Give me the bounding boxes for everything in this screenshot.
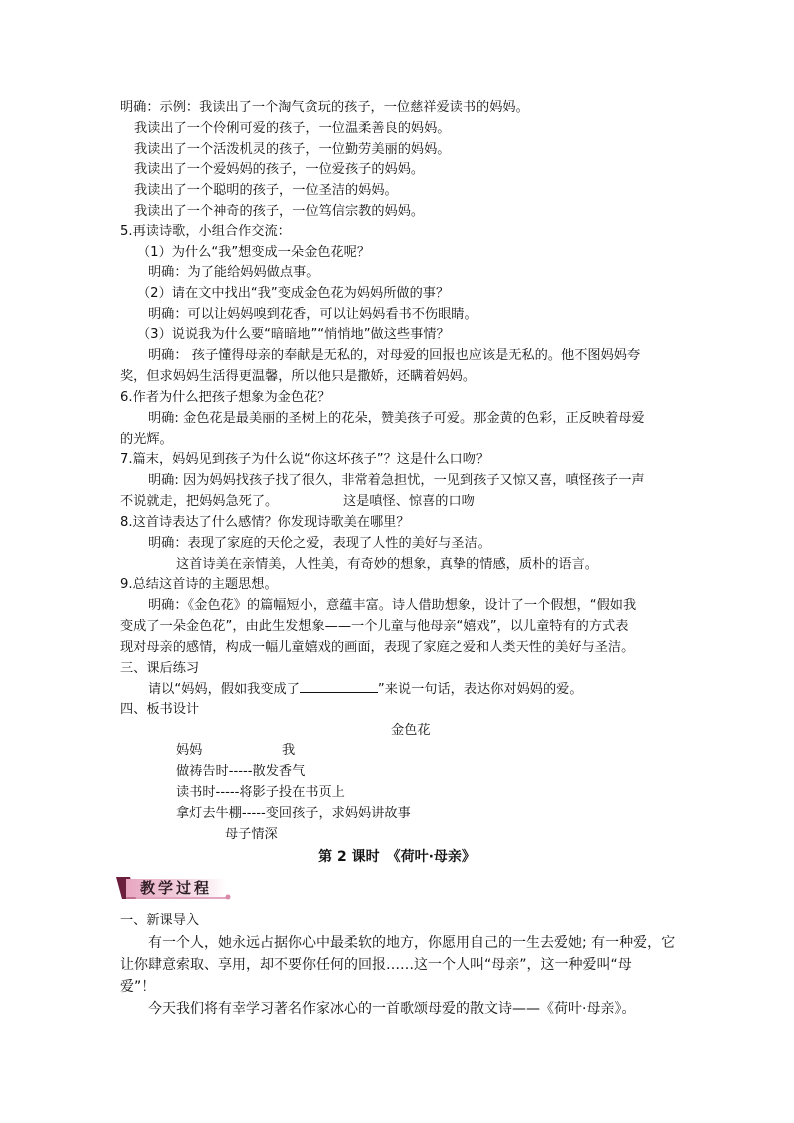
answer-line: 明确：示例：我读出了一个淘气贪玩的孩子，一位慈祥爱读书的妈妈。 bbox=[120, 100, 529, 115]
section-heading: 一、新课导入 bbox=[120, 913, 200, 928]
question-title: 7.篇末，妈妈见到孩子为什么说“你这坏孩子”？这是什么口吻？ bbox=[120, 452, 490, 467]
lesson-title: 第 2 课时 《荷叶·母亲》 bbox=[318, 849, 476, 865]
question-title: 9.总结这首诗的主题思想。 bbox=[120, 577, 278, 592]
answer-line: 明确： 孩子懂得母亲的奉献是无私的，对母爱的回报也应该是无私的。他不图妈妈夸 bbox=[148, 348, 641, 363]
answer-line: 明确：可以让妈妈嗅到花香，可以让妈妈看书不伤眼睛。 bbox=[148, 307, 478, 322]
board-row: 拿灯去牛棚-----变回孩子，求妈妈讲故事 bbox=[176, 806, 411, 821]
board-theme: 母子情深 bbox=[225, 827, 278, 842]
board-row: 读书时-----将影子投在书页上 bbox=[176, 785, 345, 800]
answer-line: 不说就走，把妈妈急死了。 bbox=[120, 494, 279, 509]
answer-line: 明确：为了能给妈妈做点事。 bbox=[148, 265, 320, 280]
answer-line: 奖，但求妈妈生活得更温馨，所以他只是撒娇，还瞒着妈妈。 bbox=[120, 369, 477, 384]
board-row: 做祷告时-----散发香气 bbox=[176, 764, 306, 779]
board-column-mom: 妈妈 bbox=[176, 743, 203, 758]
example-line: 我读出了一个伶俐可爱的孩子，一位温柔善良的妈妈。 bbox=[134, 121, 451, 136]
example-line: 我读出了一个活泼机灵的孩子，一位勤劳美丽的妈妈。 bbox=[134, 142, 451, 157]
intro-line: 爱”！ bbox=[120, 979, 156, 995]
answer-line: 这是嗔怪、惊喜的口吻 bbox=[343, 494, 475, 509]
answer-line: 明确: 金色花是最美丽的圣树上的花朵，赞美孩子可爱。那金黄的色彩，正反映着母爱 bbox=[148, 411, 645, 426]
answer-line: 变成了一朵金色花”，由此生发想象——一个儿童与他母亲“嬉戏”，以儿童特有的方式表 bbox=[120, 619, 629, 634]
example-line: 我读出了一个神奇的孩子，一位笃信宗教的妈妈。 bbox=[134, 204, 425, 219]
answer-line: 的光辉。 bbox=[120, 432, 173, 447]
fill-blank bbox=[300, 680, 378, 693]
exercise-text-end: ”来说一句话，表达你对妈妈的爱。 bbox=[377, 682, 583, 697]
board-column-me: 我 bbox=[282, 743, 296, 758]
example-line: 我读出了一个爱妈妈的孩子，一位爱孩子的妈妈。 bbox=[134, 162, 425, 177]
answer-line: 明确：《金色花》的篇幅短小，意蕴丰富。诗人借助想象，设计了一个假想，“假如我 bbox=[148, 598, 637, 613]
answer-line: 明确：表现了家庭的天伦之爱，表现了人性的美好与圣洁。 bbox=[148, 536, 491, 551]
section-heading: 四、板书设计 bbox=[120, 702, 200, 717]
exercise-text-start: 请以“妈妈，假如我变成了 bbox=[148, 682, 300, 697]
question-title: 5.再读诗歌，小组合作交流： bbox=[120, 224, 291, 239]
exercise-prompt bbox=[148, 680, 583, 699]
section-heading: 三、课后练习 bbox=[120, 661, 200, 676]
teaching-process-banner bbox=[116, 875, 234, 901]
answer-line: 这首诗美在亲情美，人性美，有奇妙的想象，真挚的情感，质朴的语言。 bbox=[176, 557, 598, 572]
answer-line: 现对母亲的感情，构成一幅儿童嬉戏的画面，表现了家庭之爱和人类天性的美好与圣洁。 bbox=[120, 640, 635, 655]
intro-line: 让你肆意索取、享用，却不要你任何的回报……这一个人叫“母亲”，这一种爱叫“母 bbox=[120, 957, 632, 973]
banner-label: 教学过程 bbox=[140, 879, 213, 897]
board-title: 金色花 bbox=[391, 723, 431, 738]
sub-question: （2）请在文中找出“我”变成金色花为妈妈所做的事？ bbox=[137, 286, 450, 301]
intro-line: 有一个人，她永远占据你心中最柔软的地方，你愿用自己的一生去爱她; 有一种爱，它 bbox=[148, 935, 676, 951]
sub-question: （1）为什么“我”想变成一朵金色花呢？ bbox=[137, 245, 371, 260]
answer-line: 明确: 因为妈妈找孩子找了很久，非常着急担忧，一见到孩子又惊又喜，嗔怪孩子一声 bbox=[148, 473, 645, 488]
sub-question: （3）说说我为什么要“暗暗地”“悄悄地”做这些事情？ bbox=[137, 327, 450, 342]
question-title: 8.这首诗表达了什么感情？你发现诗歌美在哪里？ bbox=[120, 515, 410, 530]
question-title: 6.作者为什么把孩子想象为金色花？ bbox=[120, 390, 331, 405]
example-line: 我读出了一个聪明的孩子，一位圣洁的妈妈。 bbox=[134, 183, 398, 198]
intro-line: 今天我们将有幸学习著名作家冰心的一首歌颂母爱的散文诗——《荷叶·母亲》。 bbox=[148, 1001, 636, 1017]
